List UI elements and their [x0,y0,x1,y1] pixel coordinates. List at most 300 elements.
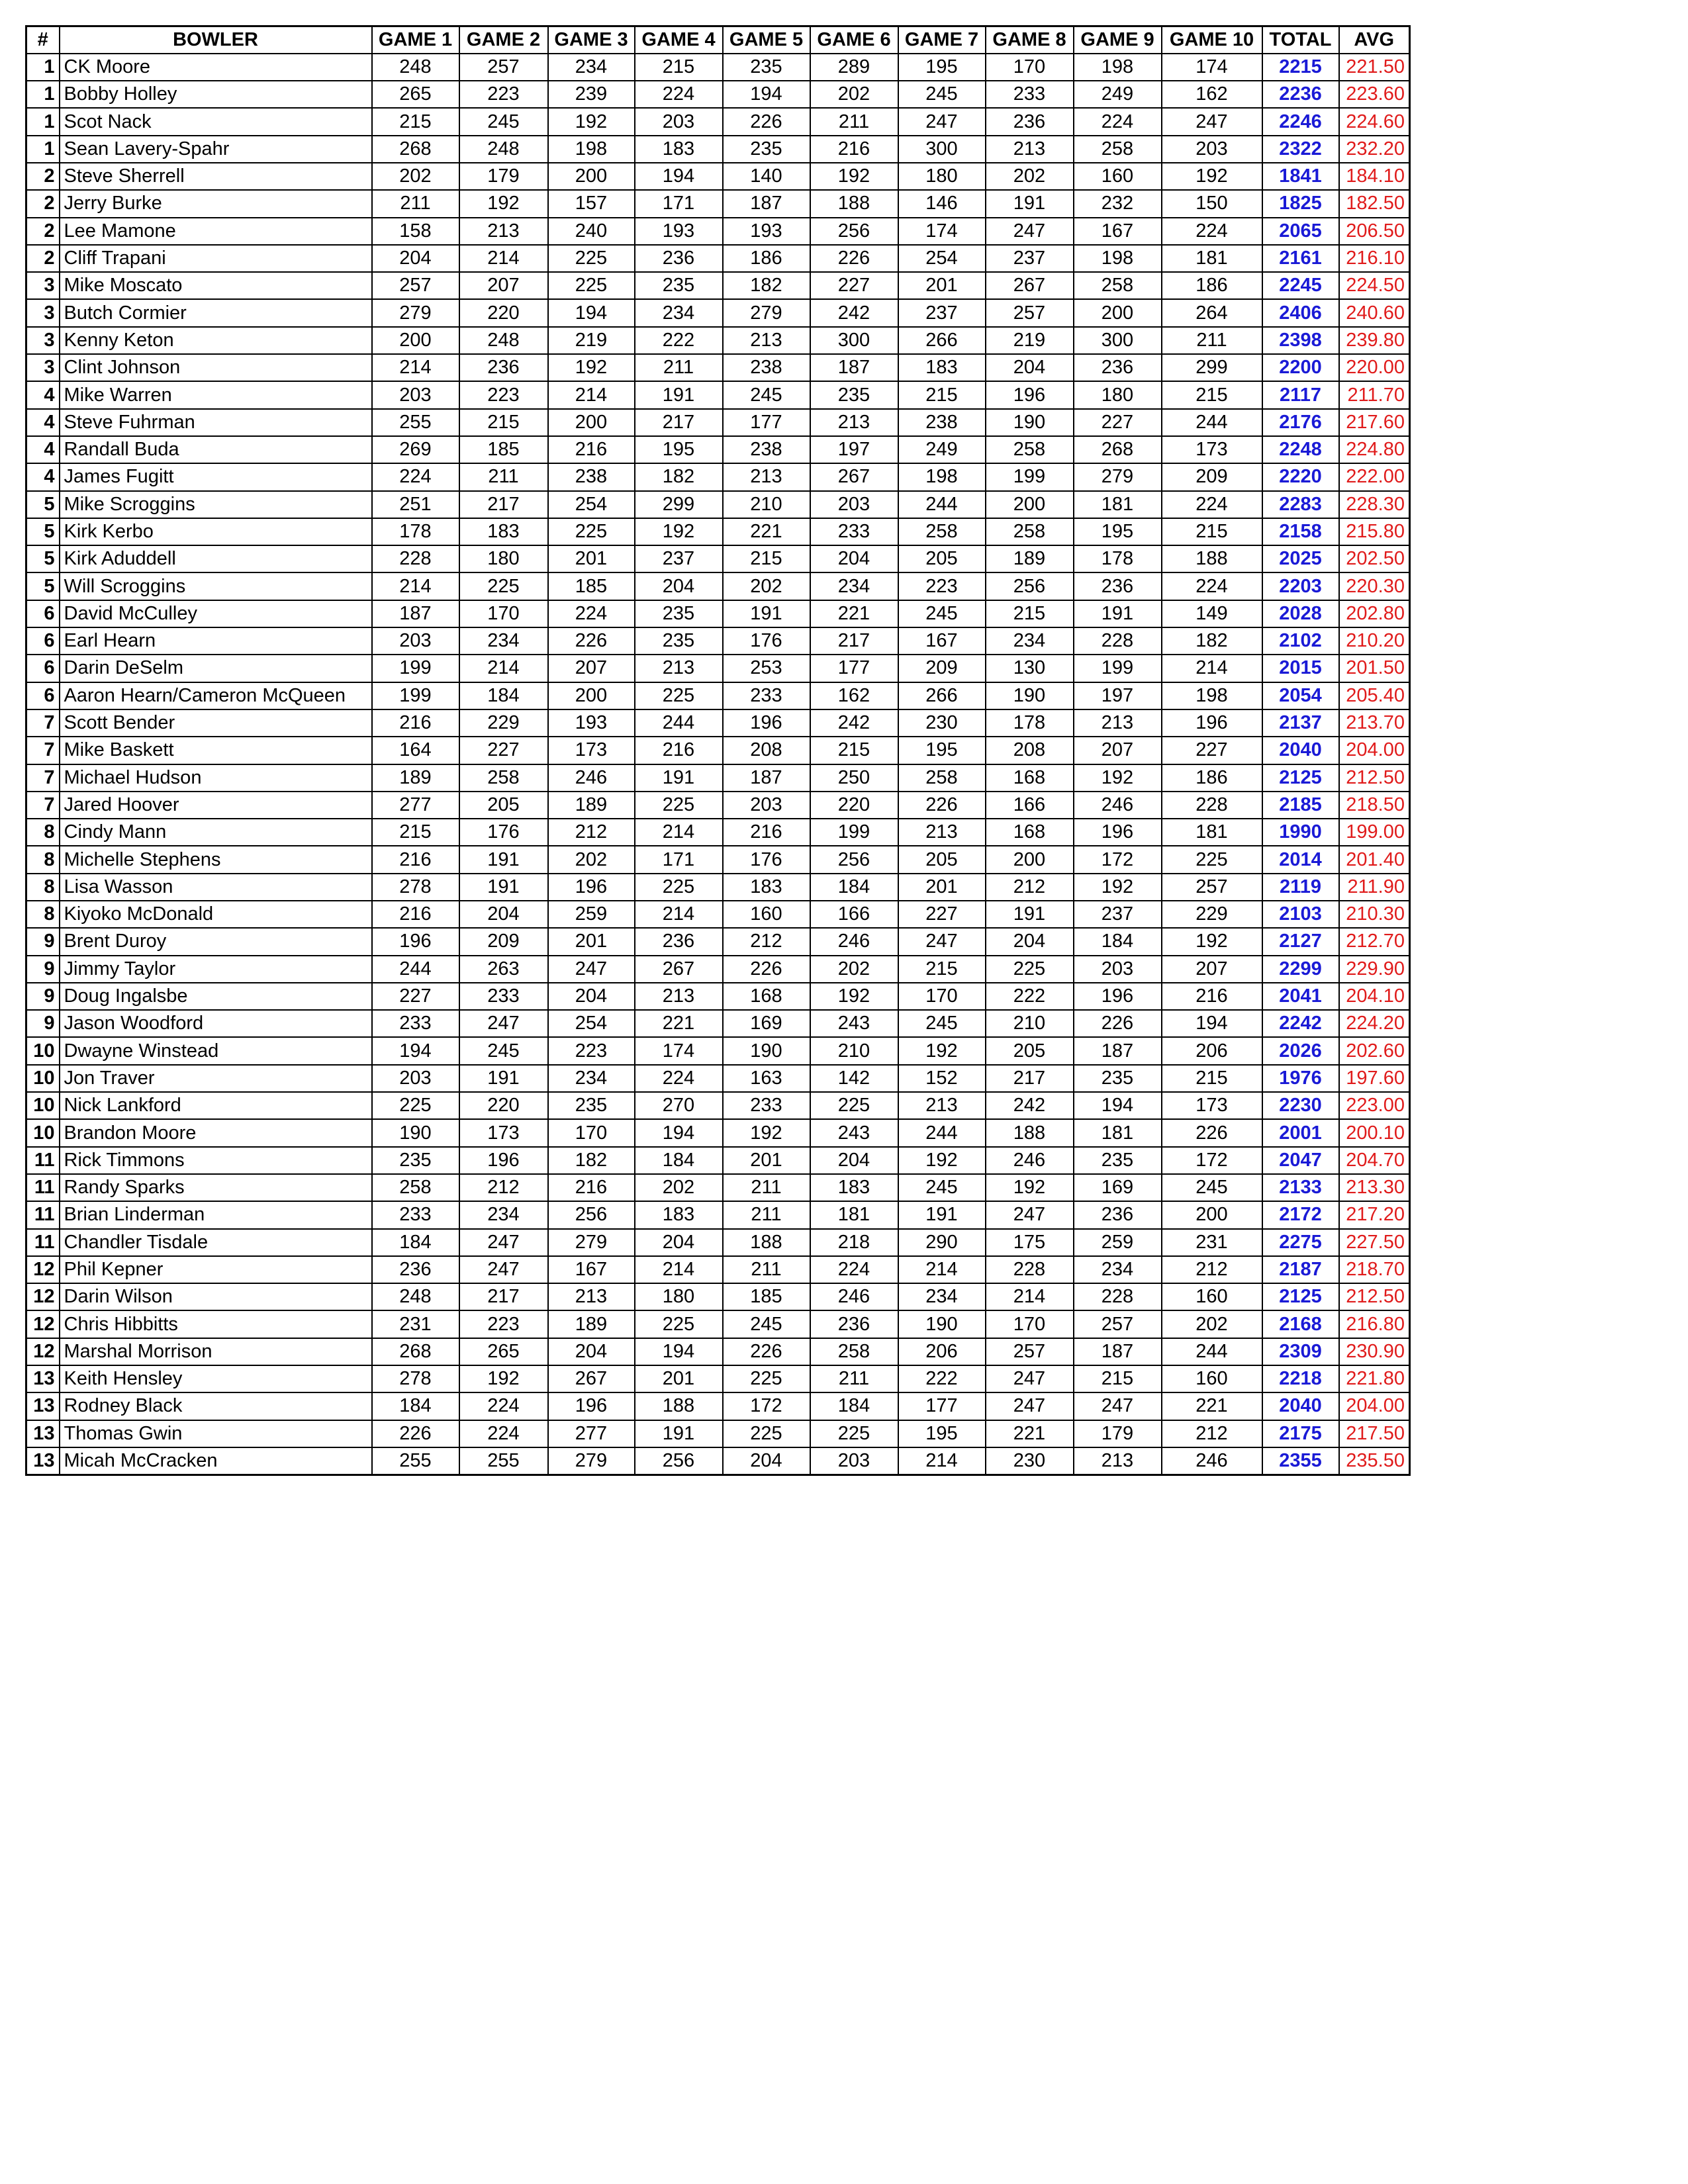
game-score-cell: 225 [635,682,723,709]
rank-cell: 8 [26,819,60,846]
game-score-cell: 256 [548,1201,635,1228]
game-score-cell: 216 [635,737,723,764]
game-score-cell: 195 [898,737,986,764]
game-score-cell: 215 [1162,518,1262,545]
table-row [26,572,1410,600]
bowler-name-cell: Clint Johnson [60,354,372,381]
game-score-cell: 176 [723,627,810,655]
game-score-cell: 158 [372,218,459,245]
game-score-cell: 240 [548,218,635,245]
game-score-cell: 212 [1162,1420,1262,1447]
game-score-cell: 177 [723,409,810,436]
game-score-cell: 254 [898,245,986,272]
game-score-cell: 267 [810,463,898,490]
game-score-cell: 214 [635,819,723,846]
game-score-cell: 191 [459,1065,548,1092]
total-cell: 2158 [1262,518,1339,545]
bowler-name-cell: Earl Hearn [60,627,372,655]
total-cell: 2028 [1262,600,1339,627]
game-score-cell: 220 [459,1092,548,1119]
game-score-cell: 202 [986,163,1074,190]
game-score-cell: 192 [1162,163,1262,190]
game-score-cell: 247 [986,218,1074,245]
total-cell: 2047 [1262,1147,1339,1174]
game-score-cell: 234 [898,1283,986,1310]
game-score-cell: 184 [372,1229,459,1256]
game-score-cell: 225 [723,1420,810,1447]
game-score-cell: 225 [635,874,723,901]
game-score-cell: 199 [810,819,898,846]
rank-cell: 12 [26,1283,60,1310]
game-score-cell: 193 [548,709,635,737]
average-cell: 216.80 [1339,1310,1410,1338]
table-row [26,218,1410,245]
game-score-cell: 224 [1162,572,1262,600]
game-score-cell: 227 [1162,737,1262,764]
game-score-cell: 184 [810,874,898,901]
game-score-cell: 234 [635,299,723,326]
game-score-cell: 228 [1074,1283,1162,1310]
game-score-cell: 254 [548,1010,635,1037]
game-score-cell: 196 [372,928,459,955]
game-score-cell: 211 [1162,327,1262,354]
game-score-cell: 224 [459,1392,548,1420]
game-score-cell: 204 [986,354,1074,381]
game-score-cell: 243 [810,1119,898,1146]
table-row [26,1256,1410,1283]
bowler-name-cell: Jimmy Taylor [60,956,372,983]
average-cell: 220.30 [1339,572,1410,600]
game-score-cell: 214 [635,1256,723,1283]
game-score-cell: 211 [810,108,898,135]
total-cell: 1841 [1262,163,1339,190]
game-score-cell: 204 [635,572,723,600]
total-cell: 2026 [1262,1037,1339,1064]
table-header [26,26,1410,54]
game-score-cell: 166 [986,792,1074,819]
game-score-cell: 206 [898,1338,986,1365]
game-score-cell: 207 [1074,737,1162,764]
game-score-cell: 228 [1074,627,1162,655]
game-score-cell: 183 [723,874,810,901]
game-score-cell: 192 [548,108,635,135]
game-score-cell: 198 [1162,682,1262,709]
game-score-cell: 166 [810,901,898,928]
game-score-cell: 184 [635,1147,723,1174]
game-score-cell: 290 [898,1229,986,1256]
game-score-cell: 191 [986,901,1074,928]
game-score-cell: 211 [723,1201,810,1228]
game-score-cell: 279 [548,1447,635,1475]
game-score-cell: 189 [548,1310,635,1338]
game-score-cell: 300 [898,136,986,163]
game-score-cell: 224 [372,463,459,490]
game-score-cell: 204 [548,983,635,1010]
game-score-cell: 204 [810,1147,898,1174]
game-score-cell: 200 [372,327,459,354]
game-score-cell: 174 [1162,54,1262,81]
game-score-cell: 249 [898,436,986,463]
game-score-cell: 188 [810,190,898,217]
game-score-cell: 223 [459,81,548,108]
game-score-cell: 247 [459,1229,548,1256]
table-row [26,1310,1410,1338]
game-score-cell: 278 [372,1365,459,1392]
game-score-cell: 258 [898,518,986,545]
game-score-cell: 212 [548,819,635,846]
table-row [26,108,1410,135]
rank-cell: 5 [26,491,60,518]
table-row [26,354,1410,381]
bowler-name-cell: Aaron Hearn/Cameron McQueen [60,682,372,709]
game-score-cell: 220 [810,792,898,819]
game-score-cell: 184 [372,1392,459,1420]
bowler-name-cell: Scott Bender [60,709,372,737]
table-row [26,54,1410,81]
game-score-cell: 242 [986,1092,1074,1119]
game-score-cell: 160 [1162,1283,1262,1310]
total-cell: 2236 [1262,81,1339,108]
table-row [26,1283,1410,1310]
game-score-cell: 196 [548,1392,635,1420]
game-score-cell: 279 [1074,463,1162,490]
rank-cell: 1 [26,54,60,81]
game-score-cell: 235 [635,627,723,655]
game-score-cell: 197 [810,436,898,463]
average-cell: 220.00 [1339,354,1410,381]
game-score-cell: 234 [810,572,898,600]
game-score-cell: 257 [372,272,459,299]
col-bowler-header: BOWLER [60,26,372,54]
total-cell: 2309 [1262,1338,1339,1365]
table-row [26,1092,1410,1119]
game-score-cell: 267 [635,956,723,983]
rank-cell: 12 [26,1338,60,1365]
table-row [26,1065,1410,1092]
game-score-cell: 204 [459,901,548,928]
game-score-cell: 170 [548,1119,635,1146]
average-cell: 215.80 [1339,518,1410,545]
table-row [26,518,1410,545]
bowler-name-cell: Mike Moscato [60,272,372,299]
average-cell: 205.40 [1339,682,1410,709]
game-score-cell: 173 [459,1119,548,1146]
game-score-cell: 142 [810,1065,898,1092]
game-score-cell: 179 [1074,1420,1162,1447]
game-score-cell: 213 [898,1092,986,1119]
game-score-cell: 176 [723,846,810,873]
rank-cell: 4 [26,381,60,408]
average-cell: 213.70 [1339,709,1410,737]
game-score-cell: 210 [723,491,810,518]
game-score-cell: 236 [459,354,548,381]
game-score-cell: 196 [1162,709,1262,737]
col-game2-header: GAME 2 [459,26,548,54]
average-cell: 224.50 [1339,272,1410,299]
game-score-cell: 191 [1074,600,1162,627]
bowler-name-cell: Doug Ingalsbe [60,983,372,1010]
average-cell: 202.80 [1339,600,1410,627]
table-row [26,1201,1410,1228]
game-score-cell: 198 [898,463,986,490]
game-score-cell: 225 [810,1092,898,1119]
total-cell: 2246 [1262,108,1339,135]
game-score-cell: 221 [723,518,810,545]
game-score-cell: 244 [898,491,986,518]
game-score-cell: 200 [548,163,635,190]
game-score-cell: 184 [1074,928,1162,955]
game-score-cell: 225 [1162,846,1262,873]
game-score-cell: 226 [548,627,635,655]
bowler-name-cell: Michael Hudson [60,764,372,792]
game-score-cell: 217 [635,409,723,436]
game-score-cell: 258 [986,436,1074,463]
game-score-cell: 183 [635,1201,723,1228]
total-cell: 2065 [1262,218,1339,245]
bowler-name-cell: Scot Nack [60,108,372,135]
game-score-cell: 201 [898,874,986,901]
game-score-cell: 248 [459,136,548,163]
game-score-cell: 226 [898,792,986,819]
game-score-cell: 231 [372,1310,459,1338]
bowler-name-cell: Michelle Stephens [60,846,372,873]
game-score-cell: 205 [459,792,548,819]
rank-cell: 7 [26,792,60,819]
bowler-name-cell: Brian Linderman [60,1201,372,1228]
game-score-cell: 237 [635,545,723,572]
rank-cell: 5 [26,545,60,572]
rank-cell: 6 [26,682,60,709]
game-score-cell: 255 [459,1447,548,1475]
bowler-name-cell: Brandon Moore [60,1119,372,1146]
game-score-cell: 221 [1162,1392,1262,1420]
game-score-cell: 221 [986,1420,1074,1447]
game-score-cell: 226 [810,245,898,272]
average-cell: 235.50 [1339,1447,1410,1475]
game-score-cell: 176 [459,819,548,846]
game-score-cell: 194 [635,163,723,190]
game-score-cell: 150 [1162,190,1262,217]
game-score-cell: 229 [459,709,548,737]
game-score-cell: 170 [459,600,548,627]
table-row [26,874,1410,901]
game-score-cell: 223 [459,1310,548,1338]
game-score-cell: 225 [723,1365,810,1392]
game-score-cell: 265 [372,81,459,108]
rank-cell: 2 [26,163,60,190]
game-score-cell: 245 [898,1010,986,1037]
game-score-cell: 146 [898,190,986,217]
table-row [26,409,1410,436]
bowler-name-cell: Chris Hibbitts [60,1310,372,1338]
bowler-name-cell: Cliff Trapani [60,245,372,272]
game-score-cell: 257 [459,54,548,81]
game-score-cell: 208 [723,737,810,764]
game-score-cell: 130 [986,655,1074,682]
game-score-cell: 196 [1074,983,1162,1010]
game-score-cell: 213 [723,463,810,490]
game-score-cell: 238 [723,354,810,381]
rank-cell: 10 [26,1092,60,1119]
game-score-cell: 189 [986,545,1074,572]
game-score-cell: 194 [723,81,810,108]
game-score-cell: 172 [723,1392,810,1420]
bowler-name-cell: Jon Traver [60,1065,372,1092]
game-score-cell: 211 [459,463,548,490]
game-score-cell: 203 [635,108,723,135]
game-score-cell: 181 [1074,491,1162,518]
game-score-cell: 247 [459,1010,548,1037]
average-cell: 212.50 [1339,764,1410,792]
table-row [26,1392,1410,1420]
game-score-cell: 188 [723,1229,810,1256]
game-score-cell: 265 [459,1338,548,1365]
game-score-cell: 226 [723,1338,810,1365]
game-score-cell: 195 [1074,518,1162,545]
game-score-cell: 192 [723,1119,810,1146]
game-score-cell: 199 [372,655,459,682]
game-score-cell: 167 [898,627,986,655]
game-score-cell: 227 [898,901,986,928]
game-score-cell: 192 [986,1174,1074,1201]
rank-cell: 7 [26,737,60,764]
game-score-cell: 232 [1074,190,1162,217]
game-score-cell: 224 [1162,218,1262,245]
game-score-cell: 213 [1074,1447,1162,1475]
game-score-cell: 174 [635,1037,723,1064]
game-score-cell: 203 [372,1065,459,1092]
average-cell: 221.80 [1339,1365,1410,1392]
game-score-cell: 279 [723,299,810,326]
rank-cell: 7 [26,764,60,792]
game-score-cell: 211 [372,190,459,217]
table-row [26,1365,1410,1392]
game-score-cell: 224 [810,1256,898,1283]
table-row [26,600,1410,627]
table-row [26,709,1410,737]
game-score-cell: 245 [459,108,548,135]
game-score-cell: 201 [548,545,635,572]
rank-cell: 1 [26,81,60,108]
game-score-cell: 225 [635,792,723,819]
game-score-cell: 219 [548,327,635,354]
total-cell: 2014 [1262,846,1339,873]
game-score-cell: 140 [723,163,810,190]
game-score-cell: 213 [1074,709,1162,737]
game-score-cell: 186 [1162,764,1262,792]
average-cell: 204.00 [1339,1392,1410,1420]
game-score-cell: 217 [459,1283,548,1310]
table-row [26,1119,1410,1146]
game-score-cell: 201 [898,272,986,299]
game-score-cell: 187 [1074,1037,1162,1064]
bowling-scores-table [25,25,1411,1476]
table-row [26,1229,1410,1256]
table-row [26,81,1410,108]
table-row [26,627,1410,655]
game-score-cell: 192 [898,1147,986,1174]
game-score-cell: 236 [1074,354,1162,381]
game-score-cell: 299 [1162,354,1262,381]
game-score-cell: 198 [1074,54,1162,81]
game-score-cell: 238 [898,409,986,436]
header-row [26,26,1410,54]
game-score-cell: 244 [1162,1338,1262,1365]
total-cell: 2176 [1262,409,1339,436]
bowler-name-cell: Thomas Gwin [60,1420,372,1447]
game-score-cell: 233 [372,1201,459,1228]
game-score-cell: 235 [723,136,810,163]
game-score-cell: 214 [459,655,548,682]
game-score-cell: 267 [986,272,1074,299]
game-score-cell: 238 [723,436,810,463]
game-score-cell: 170 [898,983,986,1010]
table-row [26,764,1410,792]
game-score-cell: 149 [1162,600,1262,627]
table-body [26,54,1410,1475]
game-score-cell: 203 [372,381,459,408]
game-score-cell: 258 [372,1174,459,1201]
game-score-cell: 194 [372,1037,459,1064]
game-score-cell: 247 [1162,108,1262,135]
rank-cell: 6 [26,627,60,655]
total-cell: 2242 [1262,1010,1339,1037]
total-cell: 2172 [1262,1201,1339,1228]
average-cell: 211.90 [1339,874,1410,901]
col-rank-header: # [26,26,60,54]
game-score-cell: 225 [548,245,635,272]
game-score-cell: 226 [723,108,810,135]
game-score-cell: 256 [635,1447,723,1475]
game-score-cell: 211 [723,1256,810,1283]
game-score-cell: 202 [1162,1310,1262,1338]
game-score-cell: 226 [372,1420,459,1447]
rank-cell: 6 [26,655,60,682]
game-score-cell: 202 [810,81,898,108]
game-score-cell: 258 [810,1338,898,1365]
total-cell: 2119 [1262,874,1339,901]
game-score-cell: 235 [810,381,898,408]
bowler-name-cell: Cindy Mann [60,819,372,846]
total-cell: 2203 [1262,572,1339,600]
average-cell: 230.90 [1339,1338,1410,1365]
game-score-cell: 236 [1074,572,1162,600]
average-cell: 222.00 [1339,463,1410,490]
total-cell: 2125 [1262,1283,1339,1310]
game-score-cell: 180 [459,545,548,572]
average-cell: 229.90 [1339,956,1410,983]
game-score-cell: 235 [635,272,723,299]
game-score-cell: 235 [1074,1065,1162,1092]
col-game5-header: GAME 5 [723,26,810,54]
bowler-name-cell: Rick Timmons [60,1147,372,1174]
game-score-cell: 174 [898,218,986,245]
game-score-cell: 196 [459,1147,548,1174]
game-score-cell: 194 [1162,1010,1262,1037]
average-cell: 211.70 [1339,381,1410,408]
game-score-cell: 234 [459,627,548,655]
table-row [26,1010,1410,1037]
game-score-cell: 267 [548,1365,635,1392]
game-score-cell: 192 [898,1037,986,1064]
game-score-cell: 235 [548,1092,635,1119]
game-score-cell: 173 [1162,436,1262,463]
game-score-cell: 214 [372,354,459,381]
game-score-cell: 246 [986,1147,1074,1174]
game-score-cell: 198 [548,136,635,163]
game-score-cell: 187 [1074,1338,1162,1365]
bowler-name-cell: Jared Hoover [60,792,372,819]
